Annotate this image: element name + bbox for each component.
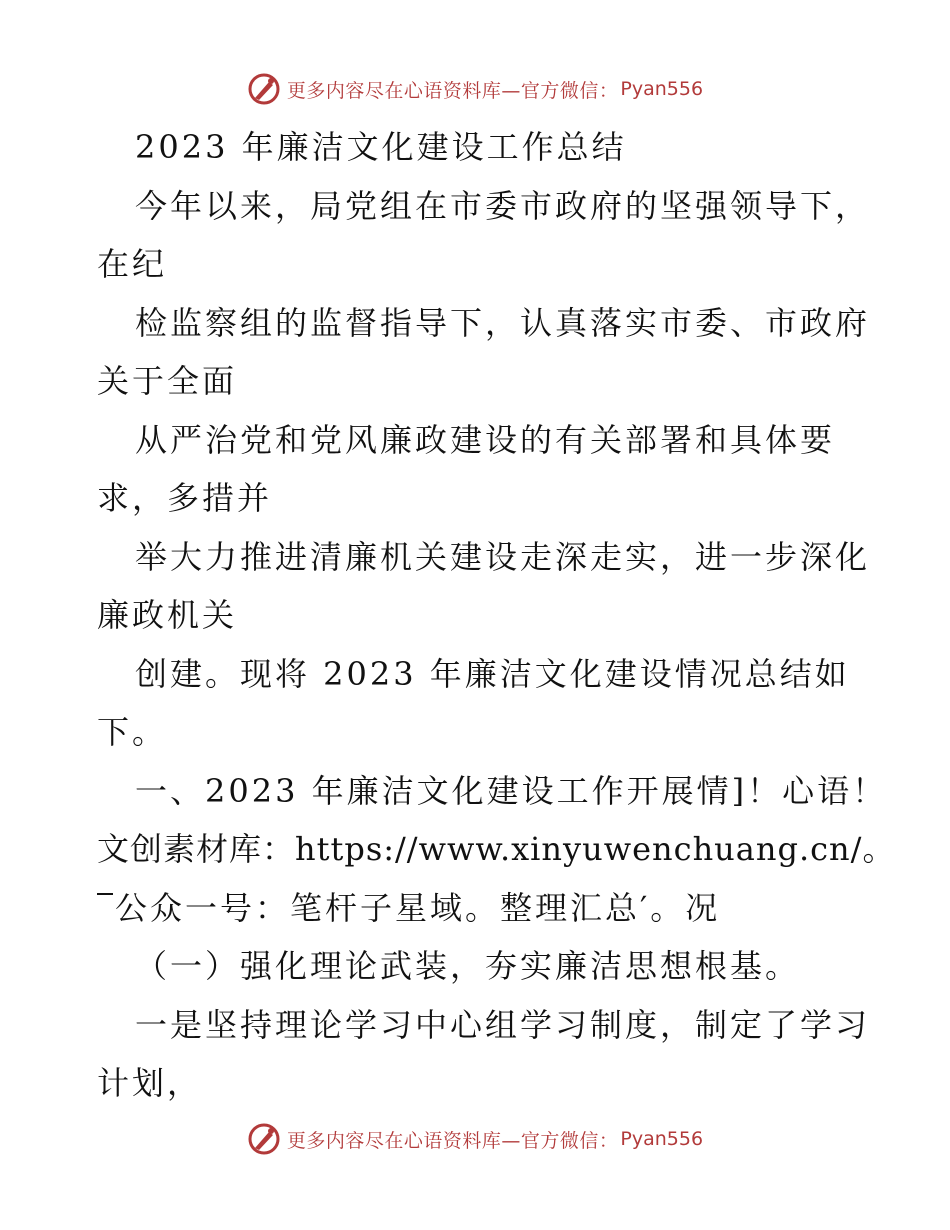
text-line: 从严治党和党风廉政建设的有关部署和具体要: [135, 420, 836, 459]
text-line: 关于全面: [97, 362, 238, 400]
text-line: 求，多措并: [97, 479, 273, 517]
banner-wechat-id: Pyan556: [620, 78, 704, 100]
text-line: 检监察组的监督指导下，认真落实市委、市政府: [135, 303, 871, 342]
text-line: 计划，: [97, 1064, 203, 1102]
text-line-with-mark: [97, 879, 857, 938]
subsection-heading: （一）强化理论武装，夯实廉洁思想根基。: [135, 947, 801, 985]
footer-banner: [0, 1122, 950, 1156]
document-title: 2023 年廉洁文化建设工作总结: [135, 128, 627, 166]
text-line: 公众一号：笔杆子星域。整理汇总′。况: [115, 888, 721, 927]
text-line: 一是坚持理论学习中心组学习制度，制定了学习: [135, 1005, 871, 1044]
text-line: 举大力推进清廉机关建设走深走实，进一步深化: [135, 537, 871, 576]
banner-wechat-id: Pyan556: [620, 1128, 704, 1150]
text-line: 创建。现将 2023 年廉洁文化建设情况总结如: [135, 654, 850, 693]
overline-mark: [97, 893, 113, 895]
text-line: 下。: [97, 713, 168, 751]
document-body: [97, 118, 896, 1113]
pen-seal-icon: [247, 72, 281, 106]
text-line: 在纪: [97, 245, 168, 283]
banner-text: 更多内容尽在心语资料库—官方微信：: [286, 1129, 619, 1152]
banner-text: 更多内容尽在心语资料库—官方微信：: [286, 79, 619, 102]
text-line: 今年以来，局党组在市委市政府的坚强领导下，: [135, 186, 871, 225]
pen-seal-icon: [247, 1122, 281, 1156]
header-banner: [0, 72, 950, 106]
section-heading: 一、2023 年廉洁文化建设工作开展情]！心语！: [135, 771, 888, 810]
text-line: 廉政机关: [97, 596, 238, 634]
text-line: 文创素材库：https://www.xinyuwenchuang.cn/。: [97, 830, 896, 868]
